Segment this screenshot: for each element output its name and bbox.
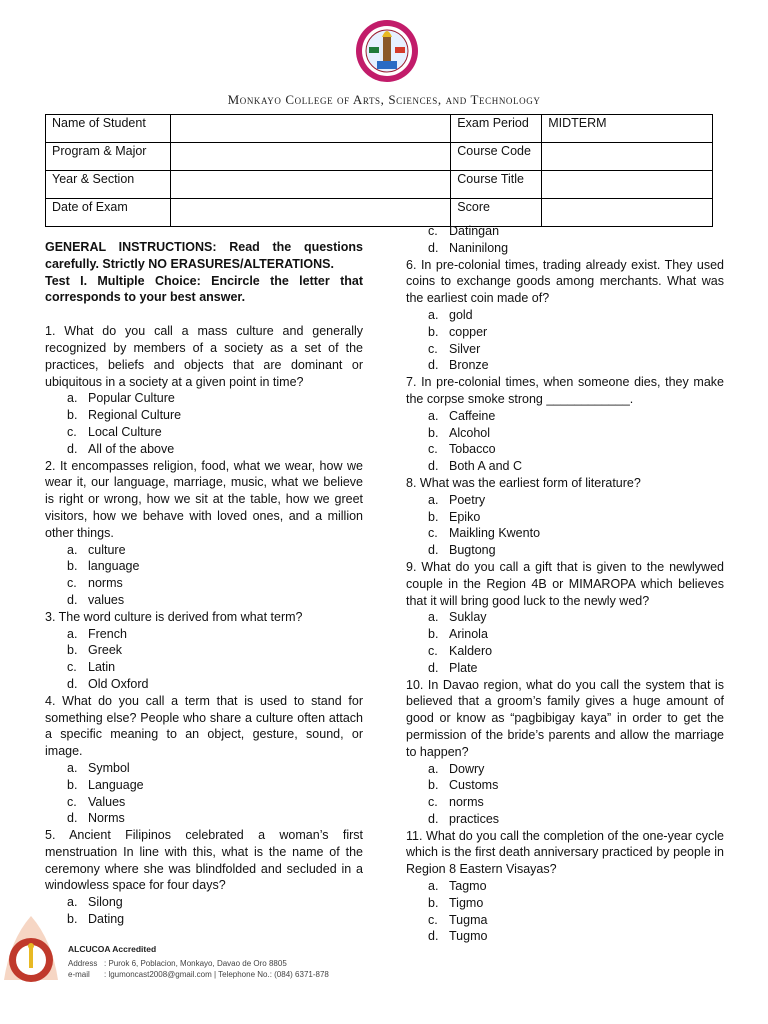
question-block (406, 828, 724, 946)
choice-text: Symbol (88, 760, 130, 775)
choice-text: norms (88, 576, 123, 591)
accreditation: ALCUCOA Accredited (68, 944, 157, 954)
choice-letter: d. (428, 358, 439, 373)
answer-choice[interactable] (45, 894, 363, 911)
question-block (45, 693, 363, 827)
choice-text: gold (449, 307, 473, 322)
email-label: e-mail (68, 970, 90, 979)
choice-letter: c. (428, 912, 438, 927)
question-block (406, 374, 724, 475)
answer-choice[interactable] (406, 626, 724, 643)
choice-text: Kaldero (449, 643, 493, 658)
choice-letter: b. (67, 408, 78, 423)
choice-text: Naninilong (449, 240, 509, 255)
choice-letter: d. (428, 929, 439, 944)
choice-text: Customs (449, 778, 499, 793)
email-text: : lgumoncast2008@gmail.com | Telephone No.: (084) 6371-878 (104, 970, 329, 979)
question-block (406, 257, 724, 375)
choice-letter: b. (428, 778, 439, 793)
question-text: 4. What do you call a term that is used to stand for something else? People who share a culture often attach a specific meaning to an object, gesture, sound, or image. (45, 693, 363, 759)
answer-choice[interactable] (406, 542, 724, 559)
choice-text: Greek (88, 643, 123, 658)
choice-text: Old Oxford (88, 676, 149, 691)
choice-text: Latin (88, 660, 116, 675)
choice-text: Poetry (449, 492, 486, 507)
choice-letter: a. (67, 391, 78, 406)
choice-letter: a. (428, 879, 439, 894)
choice-text: French (88, 626, 127, 641)
answer-choice[interactable] (406, 441, 724, 458)
info-label: Date of Exam (46, 199, 171, 227)
choice-letter: d. (428, 459, 439, 474)
info-value-field[interactable]: MIDTERM (542, 115, 713, 143)
choice-text: culture (88, 542, 126, 557)
answer-choice[interactable] (406, 912, 724, 929)
question-text: 5. Ancient Filipinos celebrated a woman’s first menstruation In line with this, what is the name of the ceremony where she was blindfolded and secluded in a windowless space for four days? (45, 828, 363, 893)
test-instructions: Test I. Multiple Choice: Encircle the letter that corresponds to your best answer. (45, 273, 363, 305)
choice-text: Datingan (449, 224, 500, 238)
choice-letter: b. (428, 425, 439, 440)
question-text: 8. What was the earliest form of literature? (406, 475, 641, 490)
question-block (45, 323, 363, 457)
choice-letter: d. (428, 660, 439, 675)
answer-choice[interactable] (406, 928, 724, 945)
choice-text: Local Culture (88, 424, 162, 439)
choice-text: Tagmo (449, 879, 487, 894)
info-value-field[interactable] (542, 171, 713, 199)
right-column (406, 223, 724, 945)
question-text: 7. In pre-colonial times, when someone dies, they make the corpse smoke strong ____________. (406, 375, 724, 406)
answer-choice[interactable] (45, 659, 363, 676)
choice-text: Tobacco (449, 442, 496, 457)
choice-text: Silver (449, 341, 481, 356)
answer-choice[interactable] (406, 761, 724, 778)
question-block (45, 458, 363, 609)
choice-text: Bronze (449, 358, 489, 373)
choice-letter: a. (67, 760, 78, 775)
address-line (68, 958, 329, 969)
choice-letter: c. (428, 643, 438, 658)
choice-letter: b. (428, 627, 439, 642)
choice-text: language (88, 559, 140, 574)
info-label: Course Title (451, 171, 542, 199)
info-row (46, 171, 713, 199)
answer-choice[interactable] (45, 626, 363, 643)
choice-letter: c. (428, 526, 438, 541)
answer-choice[interactable] (45, 390, 363, 407)
choice-letter: b. (428, 895, 439, 910)
info-value-field[interactable] (170, 115, 450, 143)
answer-choice[interactable] (406, 425, 724, 442)
answer-choice[interactable] (406, 357, 724, 374)
choice-letter: b. (428, 324, 439, 339)
address-text: : Purok 6, Poblacion, Monkayo, Davao de Oro 8805 (104, 959, 287, 968)
choice-letter: d. (67, 441, 78, 456)
answer-choice[interactable] (406, 643, 724, 660)
choice-letter: a. (67, 895, 78, 910)
choice-letter: c. (428, 795, 438, 810)
answer-choice[interactable] (45, 642, 363, 659)
answer-choice[interactable] (45, 592, 363, 609)
choice-text: Both A and C (449, 459, 522, 474)
answer-choice[interactable] (406, 777, 724, 794)
choice-text: Tigmo (449, 895, 484, 910)
answer-choice[interactable] (406, 341, 724, 358)
answer-choice[interactable] (406, 878, 724, 895)
choice-letter: c. (67, 660, 77, 675)
left-column (45, 239, 363, 928)
answer-choice[interactable] (45, 441, 363, 458)
answer-choice[interactable] (406, 223, 724, 240)
info-label: Program & Major (46, 143, 171, 171)
address-label: Address (68, 959, 98, 968)
info-label: Year & Section (46, 171, 171, 199)
question-block (406, 559, 724, 677)
answer-choice[interactable] (45, 542, 363, 559)
question-text: 11. What do you call the completion of the one-year cycle which is the first death anniversary practiced by people in Region 8 Eastern Visayas? (406, 828, 724, 877)
instructions (45, 239, 363, 306)
answer-choice[interactable] (406, 660, 724, 677)
question-text: 1. What do you call a mass culture and generally recognized by members of a society as a set of the practices, beliefs and objects that are dominant or ubiquitous in a society at a given point in time? (45, 324, 363, 389)
choice-letter: d. (67, 811, 78, 826)
question-text: 9. What do you call a gift that is given to the newlywed couple in the Region 4B or MIMAROPA which believes that it will bring good luck to the newly wed? (406, 559, 724, 608)
college-seal-icon (355, 17, 419, 85)
answer-choice[interactable] (406, 525, 724, 542)
choice-text: Plate (449, 660, 478, 675)
choice-text: Silong (88, 895, 123, 910)
choice-text: Caffeine (449, 408, 496, 423)
question-block (406, 475, 724, 559)
choice-text: practices (449, 811, 500, 826)
choice-letter: c. (67, 424, 77, 439)
choice-letter: d. (428, 240, 439, 255)
info-label: Name of Student (46, 115, 171, 143)
question-text: 2. It encompasses religion, food, what we wear, how we wear it, our language, marriage, music, what we believe is right or wrong, how we sit at the table, how we greet visitors, how we behave with loved ones, and a million other things. (45, 458, 363, 540)
choice-letter: d. (67, 676, 78, 691)
answer-choice[interactable] (45, 777, 363, 794)
question-text: 10. In Davao region, what do you call the system that is believed that a groom’s family gives a huge amount of good or know as “pagbibigay kaya” in order to get the permission of the bride’s parents and allow the marriage to happen? (406, 677, 724, 759)
answer-choice[interactable] (45, 424, 363, 441)
answer-choice[interactable] (45, 407, 363, 424)
answer-choice[interactable] (45, 760, 363, 777)
info-label: Course Code (451, 143, 542, 171)
choice-text: Tugma (449, 912, 488, 927)
answer-choice[interactable] (406, 794, 724, 811)
question-block (406, 223, 724, 257)
choice-letter: c. (428, 341, 438, 356)
choice-letter: a. (428, 761, 439, 776)
choice-letter: c. (428, 224, 438, 238)
answer-choice[interactable] (406, 408, 724, 425)
answer-choice[interactable] (406, 492, 724, 509)
choice-letter: a. (428, 492, 439, 507)
choice-text: Suklay (449, 610, 487, 625)
choice-letter: d. (428, 811, 439, 826)
answer-choice[interactable] (406, 240, 724, 257)
answer-choice[interactable] (45, 676, 363, 693)
choice-letter: c. (67, 794, 77, 809)
choice-text: Bugtong (449, 543, 496, 558)
info-value-field[interactable] (542, 143, 713, 171)
info-row (46, 143, 713, 171)
student-info-table (45, 114, 713, 227)
email-line (68, 969, 329, 980)
choice-letter: a. (67, 542, 78, 557)
answer-choice[interactable] (45, 794, 363, 811)
choice-text: Norms (88, 811, 125, 826)
answer-choice[interactable] (406, 811, 724, 828)
choice-text: All of the above (88, 441, 175, 456)
college-name: Monkayo College of Arts, Sciences, and Technology (227, 92, 541, 107)
answer-choice[interactable] (406, 609, 724, 626)
choice-letter: a. (428, 408, 439, 423)
choice-text: values (88, 592, 125, 607)
choice-text: Values (88, 794, 126, 809)
choice-text: Dowry (449, 761, 485, 776)
answer-choice[interactable] (406, 458, 724, 475)
choice-letter: b. (428, 509, 439, 524)
answer-choice[interactable] (45, 558, 363, 575)
question-block (406, 677, 724, 828)
answer-choice[interactable] (45, 810, 363, 827)
question-block (45, 609, 363, 693)
answer-choice[interactable] (45, 911, 363, 928)
question-text: 3. The word culture is derived from what term? (45, 609, 303, 624)
choice-text: Dating (88, 912, 125, 927)
choice-letter: d. (428, 543, 439, 558)
general-instructions: GENERAL INSTRUCTIONS: Read the questions carefully. Strictly NO ERASURES/ALTERATIONS. (45, 240, 363, 271)
choice-letter: a. (67, 626, 78, 641)
choice-text: Language (88, 777, 144, 792)
answer-choice[interactable] (406, 307, 724, 324)
choice-text: norms (449, 795, 484, 810)
answer-choice[interactable] (45, 575, 363, 592)
choice-letter: d. (67, 592, 78, 607)
choice-text: copper (449, 324, 488, 339)
info-label: Score (451, 199, 542, 227)
choice-letter: b. (67, 559, 78, 574)
choice-letter: b. (67, 912, 78, 927)
info-value-field[interactable] (170, 143, 450, 171)
footer (68, 944, 329, 980)
choice-text: Alcohol (449, 425, 490, 440)
choice-text: Popular Culture (88, 391, 175, 406)
choice-letter: b. (67, 643, 78, 658)
choice-letter: c. (428, 442, 438, 457)
choice-letter: a. (428, 307, 439, 322)
choice-text: Epiko (449, 509, 481, 524)
info-value-field[interactable] (170, 171, 450, 199)
choice-letter: a. (428, 610, 439, 625)
choice-text: Regional Culture (88, 408, 182, 423)
info-row (46, 115, 713, 143)
question-block (45, 827, 363, 928)
alcucoa-seal-icon (0, 910, 62, 988)
choice-text: Arinola (449, 627, 488, 642)
question-text: 6. In pre-colonial times, trading already exist. They used coins to exchange goods among merchants. What was the earliest coin made of? (406, 257, 724, 306)
answer-choice[interactable] (406, 895, 724, 912)
answer-choice[interactable] (406, 324, 724, 341)
choice-letter: c. (67, 576, 77, 591)
choice-text: Tugmo (449, 929, 488, 944)
info-label: Exam Period (451, 115, 542, 143)
choice-letter: b. (67, 777, 78, 792)
choice-text: Maikling Kwento (449, 526, 541, 541)
answer-choice[interactable] (406, 509, 724, 526)
